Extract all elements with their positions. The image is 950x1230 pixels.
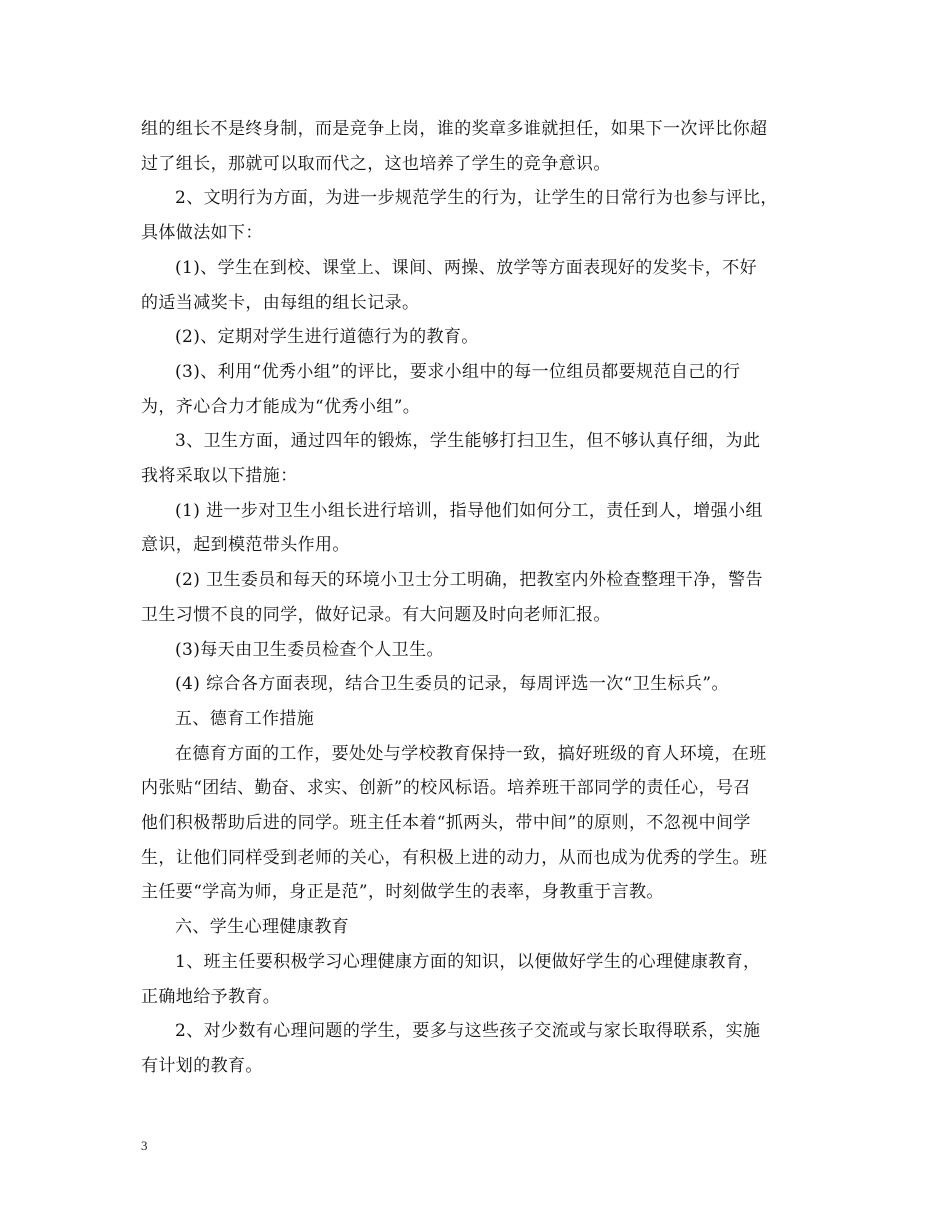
- text-line: 卫生习惯不良的同学，做好记录。有大问题及时向老师汇报。: [141, 604, 611, 625]
- text-line: 的适当减奖卡，由每组的组长记录。: [141, 292, 420, 313]
- text-line: 具体做法如下：: [141, 223, 263, 244]
- text-line: 内张贴“团结、勤奋、求实、创新”的校风标语。培养班干部同学的责任心，号召: [141, 778, 751, 799]
- text-line: 1、班主任要积极学习心理健康方面的知识，以便做好学生的心理健康教育，: [175, 951, 761, 972]
- text-line: 主任要“学高为师，身正是范”，时刻做学生的表率，身教重于言教。: [141, 882, 664, 903]
- text-line: 在德育方面的工作，要处处与学校教育保持一致，搞好班级的育人环境，在班: [175, 743, 767, 764]
- text-line: (4) 综合各方面表现，结合卫生委员的记录，每周评选一次“卫生标兵”。: [175, 674, 729, 695]
- text-line: 2、文明行为方面，为进一步规范学生的行为，让学生的日常行为也参与评比，: [175, 188, 778, 209]
- text-line: 过了组长，那就可以取而代之，这也培养了学生的竞争意识。: [141, 153, 611, 174]
- text-line: (1) 进一步对卫生小组长进行培训，指导他们如何分工，责任到人，增强小组: [175, 500, 763, 521]
- text-line: 组的组长不是终身制，而是竞争上岗，谁的奖章多谁就担任，如果下一次评比你超: [141, 119, 768, 139]
- text-line: (2)、定期对学生进行道德行为的教育。: [175, 327, 479, 348]
- text-line: (1)、学生在到校、课堂上、课间、两操、放学等方面表现好的发奖卡，不好: [175, 257, 758, 278]
- page-number: 3: [141, 1138, 148, 1153]
- text-line: 生，让他们同样受到老师的关心，有积极上进的动力，从而也成为优秀的学生。班: [141, 847, 768, 868]
- text-line: 我将采取以下措施：: [141, 466, 298, 487]
- document-body: [141, 112, 821, 1084]
- text-line: 他们积极帮助后进的同学。班主任本着“抓两头，带中间”的原则，不忽视中间学: [141, 813, 751, 834]
- text-line: (2) 卫生委员和每天的环境小卫士分工明确，把教室内外检查整理干净，警告: [175, 570, 763, 591]
- text-line: 正确地给予教育。: [141, 986, 281, 1007]
- text-line: 为，齐心合力才能成为“优秀小组”。: [141, 396, 421, 417]
- text-line: 2、对少数有心理问题的学生，要多与这些孩子交流或与家长取得联系，实施: [175, 1021, 761, 1042]
- section-heading: 五、德育工作措施: [175, 708, 315, 729]
- text-line: 3、卫生方面，通过四年的锻炼，学生能够打扫卫生，但不够认真仔细，为此: [175, 431, 761, 452]
- text-line: 有计划的教育。: [141, 1055, 263, 1076]
- text-line: (3)、利用“优秀小组”的评比，要求小组中的每一位组员都要规范自己的行: [175, 361, 741, 382]
- text-line: 意识，起到模范带头作用。: [141, 535, 350, 556]
- section-heading: 六、学生心理健康教育: [175, 917, 349, 938]
- text-line: (3)每天由卫生委员检查个人卫生。: [175, 639, 444, 660]
